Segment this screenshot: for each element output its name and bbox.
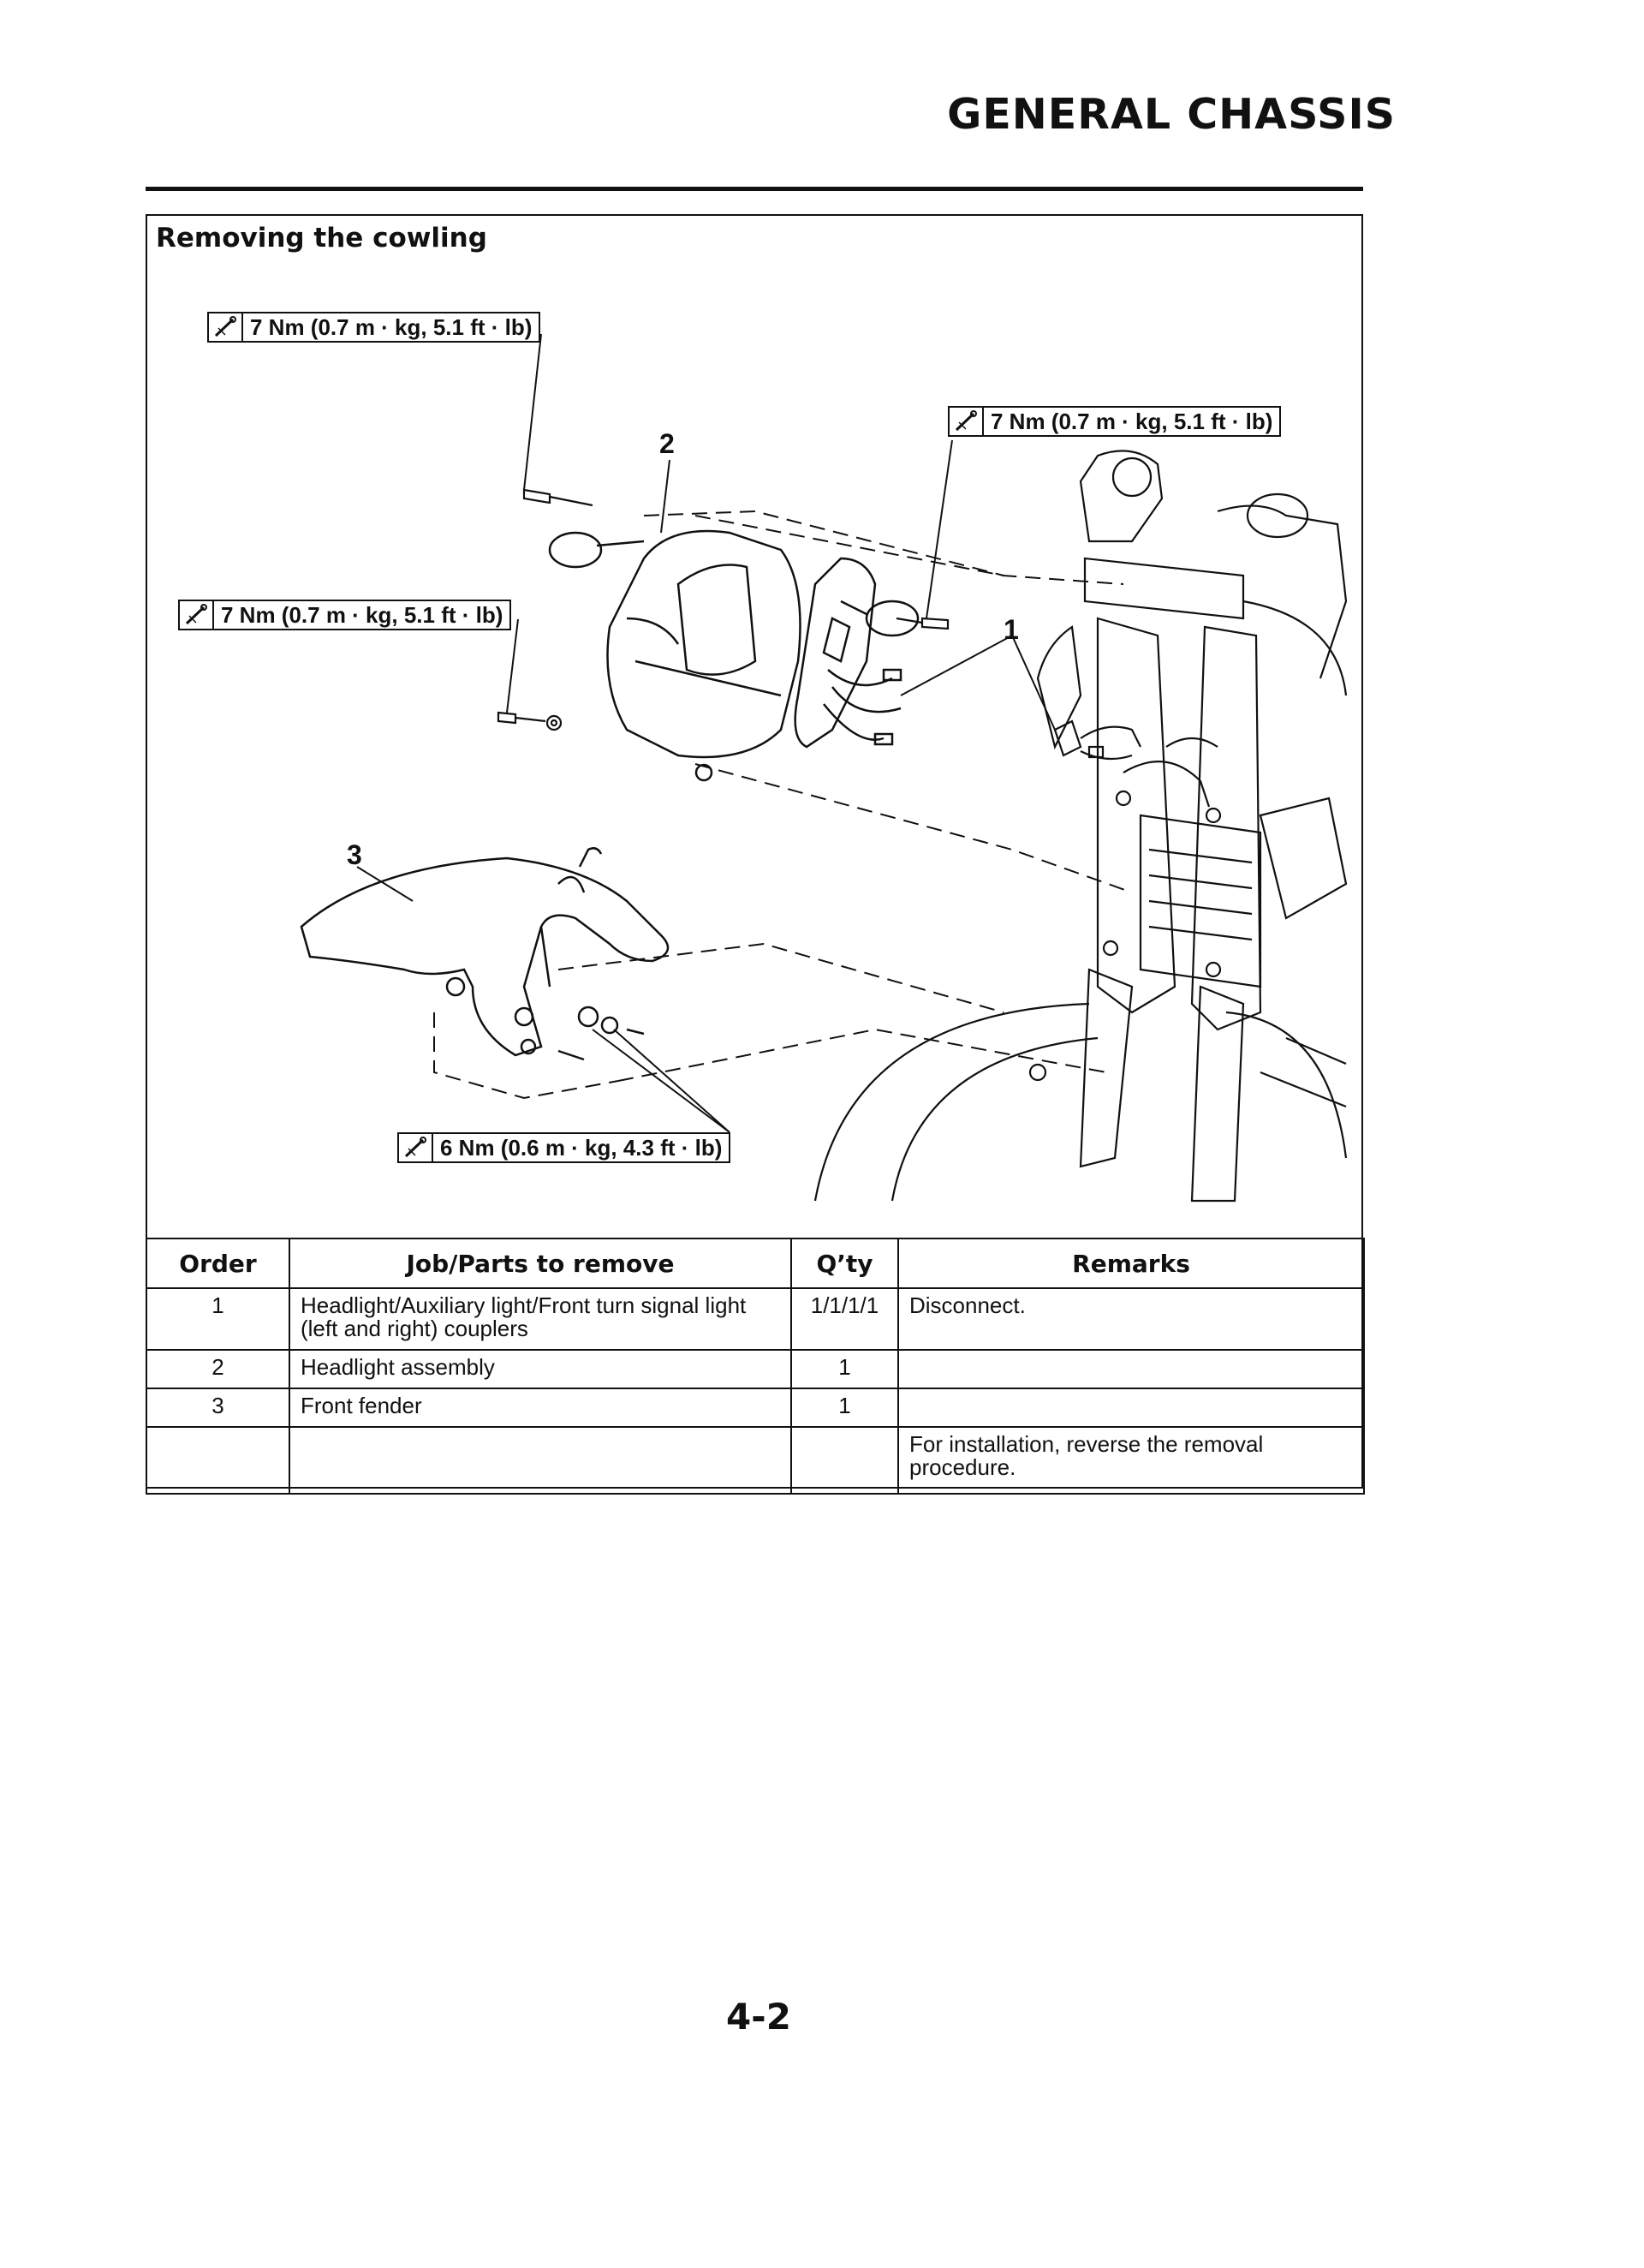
- torque-value: 7 Nm (0.7 m · kg, 5.1 ft · lb): [221, 601, 503, 628]
- qty-cell: [791, 1427, 898, 1494]
- torque-spec-label: [207, 312, 540, 343]
- order-cell: 2: [146, 1350, 289, 1388]
- qty-cell: 1/1/1/1: [791, 1288, 898, 1350]
- callout-1: 1: [1004, 614, 1019, 645]
- torque-value: 7 Nm (0.7 m · kg, 5.1 ft · lb): [250, 313, 533, 340]
- torque-value: 6 Nm (0.6 m · kg, 4.3 ft · lb): [440, 1134, 723, 1161]
- job-cell: Headlight/Auxiliary light/Front turn signal light (left and right) couplers: [289, 1288, 791, 1350]
- job-cell: Front fender: [289, 1388, 791, 1427]
- table-row: [146, 1350, 1364, 1388]
- remarks-cell: Disconnect.: [898, 1288, 1364, 1350]
- order-cell: 1: [146, 1288, 289, 1350]
- section-title: Removing the cowling: [156, 223, 487, 254]
- torque-wrench-icon: [399, 1134, 433, 1161]
- torque-wrench-icon: [209, 313, 243, 341]
- column-header-job: Job/Parts to remove: [289, 1238, 791, 1288]
- torque-wrench-icon: [180, 601, 214, 629]
- qty-cell: 1: [791, 1350, 898, 1388]
- remarks-cell: [898, 1350, 1364, 1388]
- table-header-row: [146, 1238, 1364, 1288]
- column-header-remarks: Remarks: [898, 1238, 1364, 1288]
- remarks-cell: [898, 1388, 1364, 1427]
- table-row: [146, 1388, 1364, 1427]
- column-header-order: Order: [146, 1238, 289, 1288]
- remarks-cell: For installation, reverse the removal procedure.: [898, 1427, 1364, 1494]
- callout-3: 3: [347, 839, 362, 870]
- column-header-qty: Q’ty: [791, 1238, 898, 1288]
- table-row: [146, 1288, 1364, 1350]
- order-cell: 3: [146, 1388, 289, 1427]
- exploded-view-illustration: [147, 216, 1361, 1235]
- order-cell: [146, 1427, 289, 1494]
- page-number: 4-2: [726, 1996, 791, 2038]
- qty-cell: 1: [791, 1388, 898, 1427]
- header-divider: [146, 187, 1363, 191]
- job-cell: Headlight assembly: [289, 1350, 791, 1388]
- procedure-frame: [146, 214, 1363, 1489]
- job-cell: [289, 1427, 791, 1494]
- torque-wrench-icon: [950, 408, 984, 435]
- torque-value: 7 Nm (0.7 m · kg, 5.1 ft · lb): [991, 408, 1273, 434]
- torque-spec-label: [178, 600, 511, 630]
- page-header-title: GENERAL CHASSIS: [947, 90, 1396, 139]
- callout-2: 2: [659, 428, 675, 459]
- table-row: [146, 1427, 1364, 1494]
- removal-steps-table: [146, 1238, 1365, 1495]
- torque-spec-label: [397, 1132, 730, 1163]
- torque-spec-label: [948, 406, 1281, 437]
